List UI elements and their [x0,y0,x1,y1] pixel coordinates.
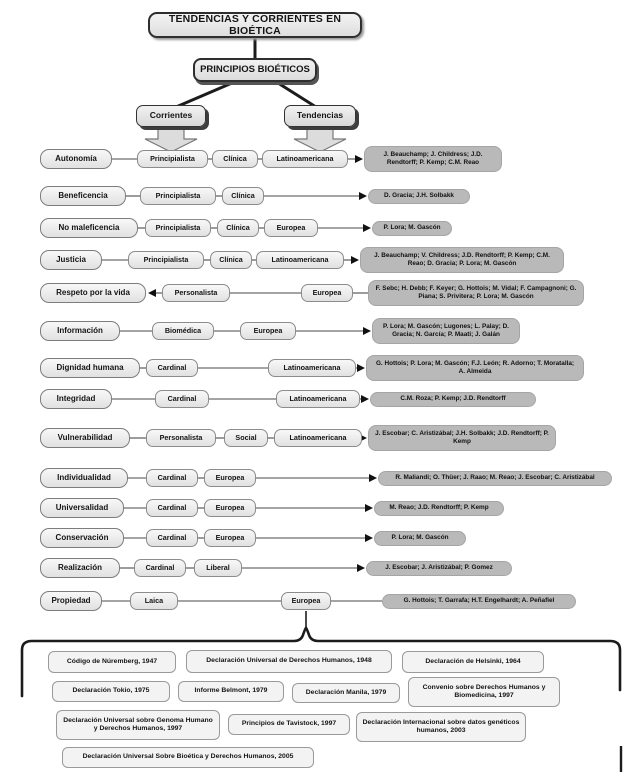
authors-box: G. Hottois; T. Garrafa; H.T. Engelhardt; A. Peñafiel [382,594,576,609]
principle-box-respeto-por-la-vida: Respeto por la vida [40,283,146,303]
corriente-box: Principialista [128,251,204,269]
branch-corrientes [136,105,206,127]
principle-box-justicia: Justicia [40,250,102,270]
down-arrow-icon [145,129,197,152]
subtitle-box [193,58,317,82]
tendencia-box: Latinoamericana [274,429,362,447]
authors-box: R. Maliandi; O. Thüer; J. Raao; M. Reao; J. Escobar; C. Aristizábal [378,471,612,486]
arrowhead-icon [365,504,373,512]
corriente-box: Principialista [140,187,216,205]
authors-box: J. Escobar; J. Aristizábal; P. Gomez [366,561,512,576]
corriente-box: Cardinal [146,359,198,377]
down-arrow-icon [294,129,346,152]
arrowhead-icon [361,395,369,403]
page-title-label: TENDENCIAS Y CORRIENTES EN BIOÉTICA [168,12,342,37]
tendencia-box: Europea [204,499,256,517]
principle-box-realizacion: Realización [40,558,120,578]
subtitle-label: PRINCIPIOS BIOÉTICOS [200,63,310,75]
arrowhead-icon [359,192,367,200]
declaration-box: Declaración de Helsinki, 1964 [402,651,544,673]
declaration-box: Declaración Universal de Derechos Humanos, 1948 [186,650,392,673]
declaration-box: Principios de Tavistock, 1997 [228,714,350,735]
corriente-box: Personalista [162,284,230,302]
principle-box-autonomia: Autonomía [40,149,112,169]
branch-tendencias-label: Tendencias [296,110,344,121]
principle-box-universalidad: Universalidad [40,498,124,518]
declaration-box: Código de Núremberg, 1947 [48,651,176,673]
authors-box: D. Gracia; J.H. Solbakk [368,189,470,204]
authors-box: J. Escobar; C. Aristizábal; J.H. Solbakk; J.D. Rendtorff; P. Kemp [368,425,556,451]
ambito-box: Clínica [210,251,252,269]
ambito-box: Clínica [212,150,258,168]
branch-connector-right [278,83,316,107]
principle-box-propiedad: Propiedad [40,591,102,611]
tendencia-box: Latinoamericana [262,150,348,168]
arrowhead-icon [351,256,359,264]
corriente-box: Cardinal [146,529,198,547]
ambito-box: Clínica [217,219,259,237]
authors-box: P. Lora; M. Gascón [372,221,452,236]
authors-box: P. Lora; M. Gascón; Lugones; L. Palay; D. Gracia; N. García; P. Maati; J. Galán [372,318,520,344]
tendencia-box: Latinoamericana [276,390,360,408]
tendencia-box: Europea [301,284,353,302]
corriente-box: Personalista [146,429,216,447]
declaration-box: Declaración Internacional sobre datos genéticos humanos, 2003 [356,712,526,742]
corriente-box: Principialista [145,219,211,237]
tendencia-box: Europea [264,219,318,237]
corriente-box: Cardinal [134,559,186,577]
principle-box-dignidad-humana: Dignidad humana [40,358,140,378]
branch-tendencias [284,105,356,127]
tendencia-box: Europea [204,469,256,487]
arrowhead-icon [355,155,363,163]
principle-box-beneficencia: Beneficencia [40,186,126,206]
corriente-box: Biomédica [152,322,214,340]
authors-box: F. Sebc; H. Debb; F. Keyer; G. Hottois; M. Vidal; F. Campagnoni; G. Piana; S. Privitera; P. Lora; M. Gascón [368,280,584,306]
authors-box: C.M. Roza; P. Kemp; J.D. Rendtorff [370,392,536,407]
ambito-box: Clínica [222,187,264,205]
branch-corrientes-label: Corrientes [149,110,193,121]
principle-box-integridad: Integridad [40,389,112,409]
tendencia-box: Europea [204,529,256,547]
tendencia-box: Liberal [194,559,242,577]
declaration-box: Declaración Manila, 1979 [292,683,400,703]
tendencia-box: Europea [240,322,296,340]
corriente-box: Cardinal [146,499,198,517]
tendencia-box: Latinoamericana [256,251,344,269]
arrowhead-icon [363,327,371,335]
arrowhead-icon [148,289,156,297]
declaration-box: Declaración Tokio, 1975 [52,681,170,702]
ambito-box: Social [224,429,268,447]
arrowhead-icon [357,564,365,572]
authors-box: J. Beauchamp; V. Childress; J.D. Rendtorff; P. Kemp; C.M. Reao; D. Gracia; P. Lora; M. Gascón [360,247,564,273]
branch-connector-left [176,83,232,107]
corriente-box: Cardinal [146,469,198,487]
arrowhead-icon [369,474,377,482]
declaration-box: Informe Belmont, 1979 [178,681,284,702]
arrowhead-icon [357,364,365,372]
declaration-box: Declaración Universal Sobre Bioética y Derechos Humanos, 2005 [62,747,314,768]
page-title [148,12,362,38]
declaration-box: Declaración Universal sobre Genoma Humano y Derechos Humanos, 1997 [56,710,220,740]
authors-box: M. Reao; J.D. Rendtorff; P. Kemp [374,501,504,516]
authors-box: G. Hottois; P. Lora; M. Gascón; F.J. León; R. Adorno; T. Moratalla; A. Almeida [366,355,584,381]
principle-box-informacion: Información [40,321,120,341]
principle-box-individualidad: Individualidad [40,468,128,488]
arrowhead-icon [365,534,373,542]
tendencia-box: Europea [281,592,331,610]
corriente-box: Principialista [137,150,208,168]
corriente-box: Cardinal [155,390,209,408]
arrowhead-icon [363,224,371,232]
principle-box-conservacion: Conservación [40,528,124,548]
authors-box: J. Beauchamp; J. Childress; J.D. Rendtorff; P. Kemp; C.M. Reao [364,146,502,172]
principle-box-no-maleficencia: No maleficencia [40,218,138,238]
corriente-box: Laica [130,592,178,610]
authors-box: P. Lora; M. Gascón [374,531,466,546]
tendencia-box: Latinoamericana [268,359,356,377]
declaration-box: Convenio sobre Derechos Humanos y Biomedicina, 1997 [408,677,560,707]
principle-box-vulnerabilidad: Vulnerabilidad [40,428,130,448]
